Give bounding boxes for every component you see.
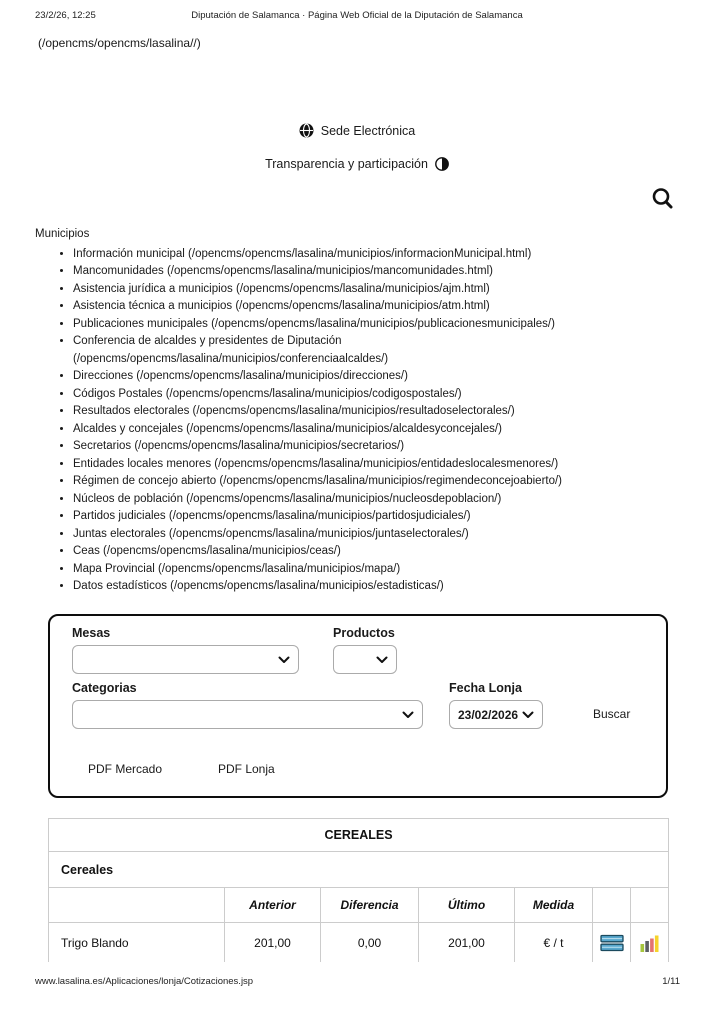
footer-page-number: 1/11 — [662, 976, 680, 987]
footer-url: www.lasalina.es/Aplicaciones/lonja/Cotizaciones.jsp — [35, 976, 254, 987]
list-item[interactable]: • Juntas electorales (/opencms/opencms/lasalina/municipios/juntaselectorales/) — [73, 526, 627, 544]
history-table-button[interactable] — [593, 923, 631, 963]
list-item[interactable]: • Resultados electorales (/opencms/opencms/lasalina/municipios/resultadoselectorales/) — [73, 403, 627, 421]
print-datetime: 23/2/26, 12:25 — [35, 10, 96, 21]
sede-electronica-row — [0, 123, 714, 141]
list-item[interactable]: • Datos estadísticos (/opencms/opencms/lasalina/municipios/estadisticas/) — [73, 578, 627, 596]
buscar-button[interactable]: Buscar — [593, 707, 631, 721]
chevron-down-icon — [278, 656, 290, 664]
list-item[interactable]: • Conferencia de alcaldes y presidentes de Diputación (/opencms/opencms/lasalina/municipios/conferenciaalcaldes/) — [73, 333, 627, 368]
list-item[interactable]: • Información municipal (/opencms/opencms/lasalina/municipios/informacionMunicipal.html) — [73, 246, 627, 264]
table-group-header: CEREALES — [49, 819, 669, 852]
municipios-list — [35, 246, 627, 596]
search-icon — [650, 186, 676, 212]
list-item[interactable]: • Partidos judiciales (/opencms/opencms/lasalina/municipios/partidosjudiciales/) — [73, 508, 627, 526]
list-item[interactable]: • Núcleos de población (/opencms/opencms/lasalina/municipios/nucleosdepoblacion/) — [73, 491, 627, 509]
productos-label: Productos — [333, 626, 395, 640]
sede-electronica-link[interactable] — [299, 123, 416, 138]
column-header-empty — [593, 888, 631, 923]
column-header-anterior: Anterior — [225, 888, 321, 923]
chevron-down-icon — [522, 711, 534, 719]
mesas-label: Mesas — [72, 626, 111, 640]
fecha-lonja-label: Fecha Lonja — [449, 681, 522, 695]
list-item[interactable]: • Publicaciones municipales (/opencms/opencms/lasalina/municipios/publicacionesmunicipales/) — [73, 316, 627, 334]
print-header — [35, 10, 679, 24]
transparencia-label: Transparencia y participación — [265, 157, 428, 171]
sede-electronica-label: Sede Electrónica — [320, 123, 416, 138]
search-button[interactable] — [650, 186, 676, 212]
list-item[interactable]: • Secretarios (/opencms/opencms/lasalina/municipios/secretarios/) — [73, 438, 627, 456]
list-item[interactable]: • Alcaldes y concejales (/opencms/opencms/lasalina/municipios/alcaldesyconcejales/) — [73, 421, 627, 439]
column-header-ultimo: Último — [419, 888, 515, 923]
column-header-diferencia: Diferencia — [321, 888, 419, 923]
column-header-empty — [49, 888, 225, 923]
list-item[interactable]: • Códigos Postales (/opencms/opencms/lasalina/municipios/codigospostales/) — [73, 386, 627, 404]
pdf-mercado-link[interactable]: PDF Mercado — [88, 762, 163, 776]
product-name-cell: Trigo Blando — [49, 923, 225, 963]
transparencia-row — [0, 157, 714, 171]
list-item[interactable]: • Entidades locales menores (/opencms/opencms/lasalina/municipios/entidadeslocalesmenores/) — [73, 456, 627, 474]
list-item[interactable]: • Direcciones (/opencms/opencms/lasalina/municipios/direcciones/) — [73, 368, 627, 386]
table-row — [49, 923, 669, 963]
table-section-header: Cereales — [49, 852, 669, 888]
price-chart-button[interactable] — [631, 923, 669, 963]
anterior-cell: 201,00 — [225, 923, 321, 963]
pdf-lonja-link[interactable]: PDF Lonja — [218, 762, 275, 776]
data-table-icon — [600, 934, 624, 952]
productos-select[interactable] — [333, 645, 397, 674]
cotizaciones-table — [48, 818, 669, 962]
lonja-filter-form — [48, 614, 668, 798]
categorias-select[interactable] — [72, 700, 423, 729]
home-link[interactable]: (/opencms/opencms/lasalina//) — [38, 36, 201, 50]
chevron-down-icon — [376, 656, 388, 664]
list-item[interactable]: • Asistencia jurídica a municipios (/opencms/opencms/lasalina/municipios/ajm.html) — [73, 281, 627, 299]
print-title: Diputación de Salamanca · Página Web Oficial de la Diputación de Salamanca — [191, 10, 523, 21]
medida-cell: € / t — [515, 923, 593, 963]
diferencia-cell: 0,00 — [321, 923, 419, 963]
bar-chart-icon — [640, 933, 660, 952]
column-header-medida: Medida — [515, 888, 593, 923]
globe-icon — [299, 123, 314, 138]
municipios-section — [35, 226, 627, 596]
fecha-lonja-select[interactable] — [449, 700, 543, 729]
list-item[interactable]: • Asistencia técnica a municipios (/opencms/opencms/lasalina/municipios/atm.html) — [73, 298, 627, 316]
column-header-empty — [631, 888, 669, 923]
transparencia-link[interactable] — [265, 157, 449, 171]
list-item[interactable]: • Mancomunidades (/opencms/opencms/lasalina/municipios/mancomunidades.html) — [73, 263, 627, 281]
list-item[interactable]: • Ceas (/opencms/opencms/lasalina/municipios/ceas/) — [73, 543, 627, 561]
fecha-lonja-select-value: 23/02/2026 — [458, 707, 519, 722]
ultimo-cell: 201,00 — [419, 923, 515, 963]
contrast-icon — [435, 157, 449, 171]
list-item[interactable]: • Mapa Provincial (/opencms/opencms/lasalina/municipios/mapa/) — [73, 561, 627, 579]
mesas-select[interactable] — [72, 645, 299, 674]
chevron-down-icon — [402, 711, 414, 719]
categorias-label: Categorias — [72, 681, 137, 695]
municipios-heading: Municipios — [35, 228, 90, 240]
list-item[interactable]: • Régimen de concejo abierto (/opencms/opencms/lasalina/municipios/regimendeconcejoabierto/) — [73, 473, 627, 491]
